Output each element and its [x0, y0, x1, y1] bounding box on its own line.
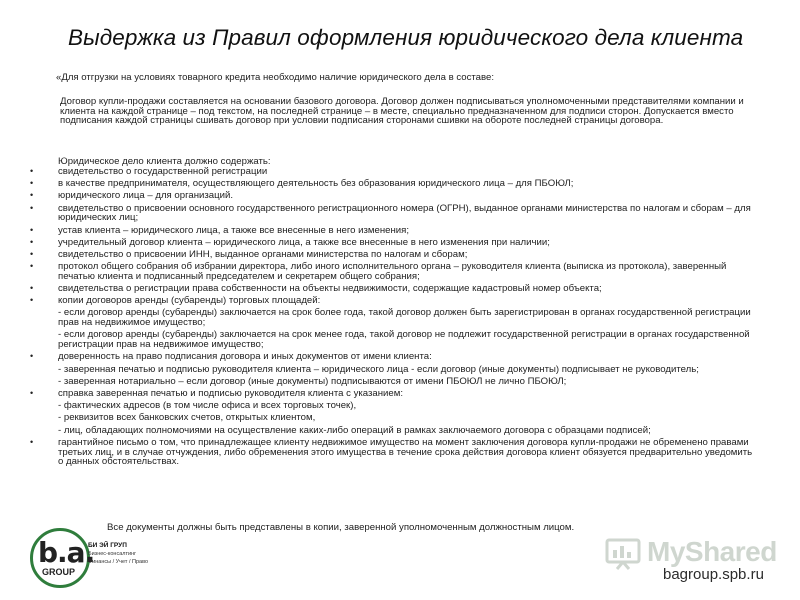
list-item: [0, 389, 760, 399]
slide-title: Выдержка из Правил оформления юридического дела клиента: [68, 25, 744, 50]
bullet-icon: •: [30, 166, 34, 176]
list-item-text: учредительный договор клиента – юридического лица, а также все внесенные в него изменения при наличии;: [58, 236, 550, 248]
logo-tagline-1: Бизнес-консалтинг: [88, 551, 137, 557]
list-item: [0, 438, 760, 467]
watermark-text: MyShared: [647, 536, 777, 567]
list-item-text: - заверенная нотариально – если договор (иные документы) подписываются от имени ПБОЮЛ не лично ПБОЮЛ;: [58, 375, 567, 387]
bullet-icon: •: [30, 202, 34, 213]
list-item: [0, 413, 760, 423]
list-item: [0, 179, 760, 189]
list-item-text: доверенность на право подписания договора и иных документов от имени клиента:: [58, 351, 432, 363]
list-item: [0, 365, 760, 375]
list-item-text: юридического лица – для организаций.: [58, 190, 233, 202]
list-item-text: свидетельство о присвоении ИНН, выданное органами министерства по налогам и сборам;: [58, 248, 468, 260]
bullet-icon: •: [30, 190, 34, 201]
list-item: [0, 352, 760, 362]
bullet-icon: •: [30, 224, 34, 235]
list-item-text: копии договоров аренды (субаренды) торговых площадей:: [58, 295, 321, 307]
bullet-icon: •: [30, 351, 34, 362]
list-item-text: гарантийное письмо о том, что принадлежащее клиенту недвижимое имущество на момент заключения договора купли-продажи не обременено правами третьих лиц, и в случае отчуждения, либо обременения этого имущества в течение срока действия договора клиент обязуется предварительно уведомить о данных обстоятельствах.: [58, 436, 753, 468]
list-item: [0, 401, 760, 411]
bullet-icon: •: [30, 248, 34, 259]
bullet-icon: •: [30, 261, 34, 272]
list-item-text: справка заверенная печатью и подписью руководителя клиента с указанием:: [58, 388, 403, 399]
list-item: [0, 426, 760, 436]
list-item-text: - реквизитов всех банковских счетов, открытых клиентом,: [58, 412, 316, 424]
bullet-icon: •: [30, 283, 34, 294]
bullet-icon: •: [30, 295, 34, 306]
list-item-text: свидетельство о присвоении основного государственного регистрационного номера (ОГРН), выданное органами министерства по налогам и сборам – для юридических лиц;: [58, 202, 751, 224]
list-item: [0, 250, 760, 260]
list-item-text: - лиц, обладающих полномочиями на осуществление каких-либо операций в рамках заключаемого договора с образцами подписей;: [58, 424, 651, 436]
bullet-icon: •: [30, 388, 34, 398]
intro-text: «Для отгрузки на условиях товарного кредита необходимо наличие юридического дела в составе:: [56, 72, 494, 83]
list-item-text: свидетельство о государственной регистрации: [58, 166, 268, 177]
list-item-text: - если договор аренды (субаренды) заключается на срок более года, такой договор должен быть зарегистрирован в органах государственной регистрации прав на недвижимое имущество;: [58, 307, 751, 329]
requirements-heading: Юридическое дело клиента должно содержать:: [58, 156, 271, 167]
list-item: [0, 330, 760, 350]
logo-mark: b.a.: [38, 536, 95, 569]
presentation-icon: [605, 538, 641, 570]
list-item-text: в качестве предпринимателя, осуществляющего деятельность без образования юридического лица – для ПБОЮЛ;: [58, 178, 574, 190]
list-item: [0, 238, 760, 248]
list-item: [0, 191, 760, 201]
list-item: [0, 377, 760, 387]
list-item: [0, 204, 760, 224]
site-url[interactable]: bagroup.spb.ru: [663, 566, 764, 583]
logo-tagline-2: Финансы / Учет / Право: [88, 559, 149, 565]
list-item: [0, 226, 760, 236]
company-logo: [30, 528, 190, 594]
list-item: [0, 262, 760, 282]
list-item-text: - фактических адресов (в том числе офиса и всех торговых точек),: [58, 400, 357, 412]
list-item-text: свидетельства о регистрации права собственности на объекты недвижимости, содержащие кадастровый номер объекта;: [58, 283, 602, 295]
bullet-icon: •: [30, 436, 34, 447]
list-item-text: - заверенная печатью и подписью руководителя клиента – юридического лица - если договор (иные документы) подписывает не руководитель;: [58, 363, 699, 375]
logo-group: GROUP: [42, 567, 76, 577]
list-item: [0, 296, 760, 306]
bullet-icon: •: [30, 236, 34, 247]
list-item-text: устав клиента – юридического лица, а также все внесенные в него изменения;: [58, 224, 409, 236]
list-item: [0, 308, 760, 328]
contract-paragraph: Договор купли-продажи составляется на основании базового договора. Договор должен подписываться уполномоченными представителями компании и клиента на каждой странице – под текстом, на последней странице – в месте, специально предназначенном для подписи сторон. Допускается вместо подписания каждой страницы сшивать договор при условии подписания сторонами сшивки на обороте последней страницы договора.: [60, 96, 744, 127]
list-item-text: - если договор аренды (субаренды) заключается на срок менее года, такой договор не подлежит государственной регистрации в органах государственной регистрации прав на недвижимое имущество;: [58, 329, 750, 351]
logo-circle: [30, 528, 95, 588]
bullet-icon: •: [30, 178, 34, 189]
logo-company-name: БИ ЭЙ ГРУП: [88, 542, 127, 549]
requirements-list: [0, 167, 760, 470]
list-item: [0, 167, 760, 177]
list-item: [0, 284, 760, 294]
list-item-text: протокол общего собрания об избрании директора, либо иного исполнительного органа – руководителя клиента (выписка из протокола), заверенный печатью клиента и подписанный председателем и секретарем общего собрания;: [58, 261, 727, 282]
footer-note: Все документы должны быть представлены в копии, заверенной уполномоченным должностным лицом.: [107, 522, 575, 533]
